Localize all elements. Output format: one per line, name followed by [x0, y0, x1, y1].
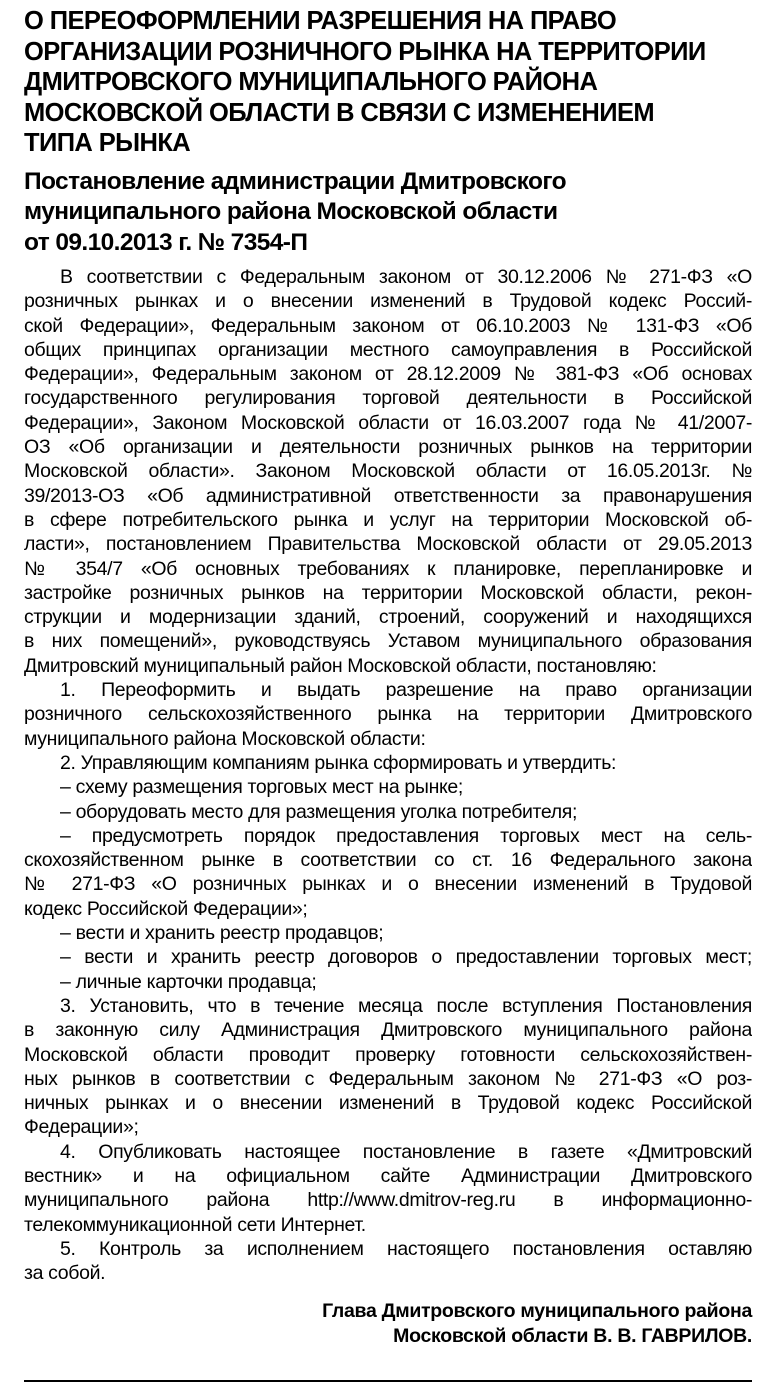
signature-line: Московской области В. В. ГАВРИЛОВ. [393, 1324, 752, 1347]
title-line: ТИПА РЫНКА [24, 129, 191, 157]
body-line: Московской области проводит проверку готовности сельскохозяйствен- [24, 1043, 752, 1066]
signature-block [24, 1299, 752, 1348]
signature-line: Глава Дмитровского муниципального района [322, 1300, 752, 1323]
title-line: ОРГАНИЗАЦИИ РОЗНИЧНОГО РЫНКА НА ТЕРРИТОРИИ [24, 37, 706, 66]
title-line: ДМИТРОВСКОГО МУНИЦИПАЛЬНОГО РАЙОНА [24, 68, 598, 96]
body-line: – схему размещения торговых мест на рынке; [60, 776, 463, 799]
body-line: кодекс Российской Федерации»; [24, 897, 308, 920]
body-line: – вести и хранить реестр договоров о предоставлении торговых мест; [60, 946, 752, 969]
body-line: 5. Контроль за исполнением настоящего постановления оставляю [60, 1237, 752, 1260]
body-line: телекоммуникационной сети Интернет. [24, 1213, 366, 1236]
body-line: В соответствии с Федеральным законом от 30.12.2006 № 271-ФЗ «О [60, 266, 752, 288]
body-line: № 354/7 «Об основных требованиях к планировке, перепланировке и [24, 557, 752, 580]
document-body [24, 265, 752, 1285]
body-line: вестник» и на официальном сайте Администрации Дмитровского [24, 1164, 752, 1187]
body-line: за собой. [24, 1262, 106, 1285]
body-line: государственного регулирования торговой деятельности в Российской [24, 387, 752, 410]
subtitle-line: Постановление администрации Дмитровского [24, 167, 566, 195]
body-line: 3. Установить, что в течение месяца после вступления Постановления [60, 994, 752, 1017]
body-line: Федерации», Федеральным законом от 28.12.2009 № 381-ФЗ «Об основах [24, 363, 752, 386]
body-line: – личные карточки продавца; [60, 970, 317, 993]
body-line: ласти», постановлением Правительства Московской области от 29.05.2013 [24, 533, 752, 556]
body-line: – оборудовать место для размещения уголка потребителя; [60, 800, 578, 823]
body-line: общих принципах организации местного самоуправления в Российской [24, 338, 752, 361]
body-line: ных рынков в соответствии с Федеральным законом № 271-ФЗ «О роз- [24, 1067, 752, 1090]
body-line: ской Федерации», Федеральным законом от 06.10.2003 № 131-ФЗ «Об [24, 314, 752, 337]
body-line: 39/2013-ОЗ «Об административной ответственности за правонарушения [24, 484, 752, 507]
body-line: Федерации», Законом Московской области от 16.03.2007 года № 41/2007- [24, 411, 752, 434]
subtitle-line: муниципального района Московской области [24, 198, 558, 225]
body-line: муниципального района http://www.dmitrov-reg.ru в информационно- [24, 1189, 752, 1212]
body-line: 4. Опубликовать настоящее постановление в газете «Дмитровский [60, 1140, 752, 1163]
body-line: № 271-ФЗ «О розничных рынках и о внесении изменений в Трудовой [24, 873, 752, 896]
body-line: Федерации»; [24, 1116, 139, 1139]
body-line: розничных рынках и о внесении изменений в Трудовой кодекс Россий- [24, 290, 752, 313]
body-line: в них помещений», руководствуясь Уставом муниципального образования [24, 630, 752, 653]
body-line: – вести и хранить реестр продавцов; [60, 922, 384, 945]
body-line: струкции и модернизации зданий, строений, сооружений и находящихся [24, 606, 752, 629]
body-line: скохозяйственном рынке в соответствии со ст. 16 Федерального закона [24, 849, 752, 872]
body-line: розничного сельскохозяйственного рынка на территории Дмитровского [24, 703, 752, 726]
body-line: в законную силу Администрация Дмитровского муниципального района [24, 1019, 752, 1042]
body-line: – предусмотреть порядок предоставления торговых мест на сель- [60, 824, 752, 847]
body-line: Дмитровский муниципальный район Московской области, постановляю: [24, 654, 657, 677]
body-line: 1. Переоформить и выдать разрешение на право организации [60, 679, 752, 702]
subtitle-line: от 09.10.2013 г. № 7354-П [24, 228, 308, 256]
body-line: Московской области». Законом Московской области от 16.05.2013г. № [24, 460, 752, 483]
body-line: застройке розничных рынков на территории Московской области, рекон- [24, 581, 752, 604]
body-line: 2. Управляющим компаниям рынка сформировать и утвердить: [60, 751, 617, 774]
document-title [24, 6, 752, 159]
title-line: О ПЕРЕОФОРМЛЕНИИ РАЗРЕШЕНИЯ НА ПРАВО [24, 7, 617, 35]
bottom-divider [24, 1380, 752, 1382]
document-page [24, 6, 752, 1348]
body-line: ничных рынках и о внесении изменений в Трудовой кодекс Российской [24, 1092, 752, 1115]
body-line: ОЗ «Об организации и деятельности розничных рынков на территории [24, 436, 752, 459]
document-subtitle [24, 167, 752, 259]
body-line: муниципального района Московской области: [24, 727, 426, 750]
body-line: в сфере потребительского рынка и услуг на территории Московской об- [24, 508, 752, 531]
title-line: МОСКОВСКОЙ ОБЛАСТИ В СВЯЗИ С ИЗМЕНЕНИЕМ [24, 98, 655, 127]
